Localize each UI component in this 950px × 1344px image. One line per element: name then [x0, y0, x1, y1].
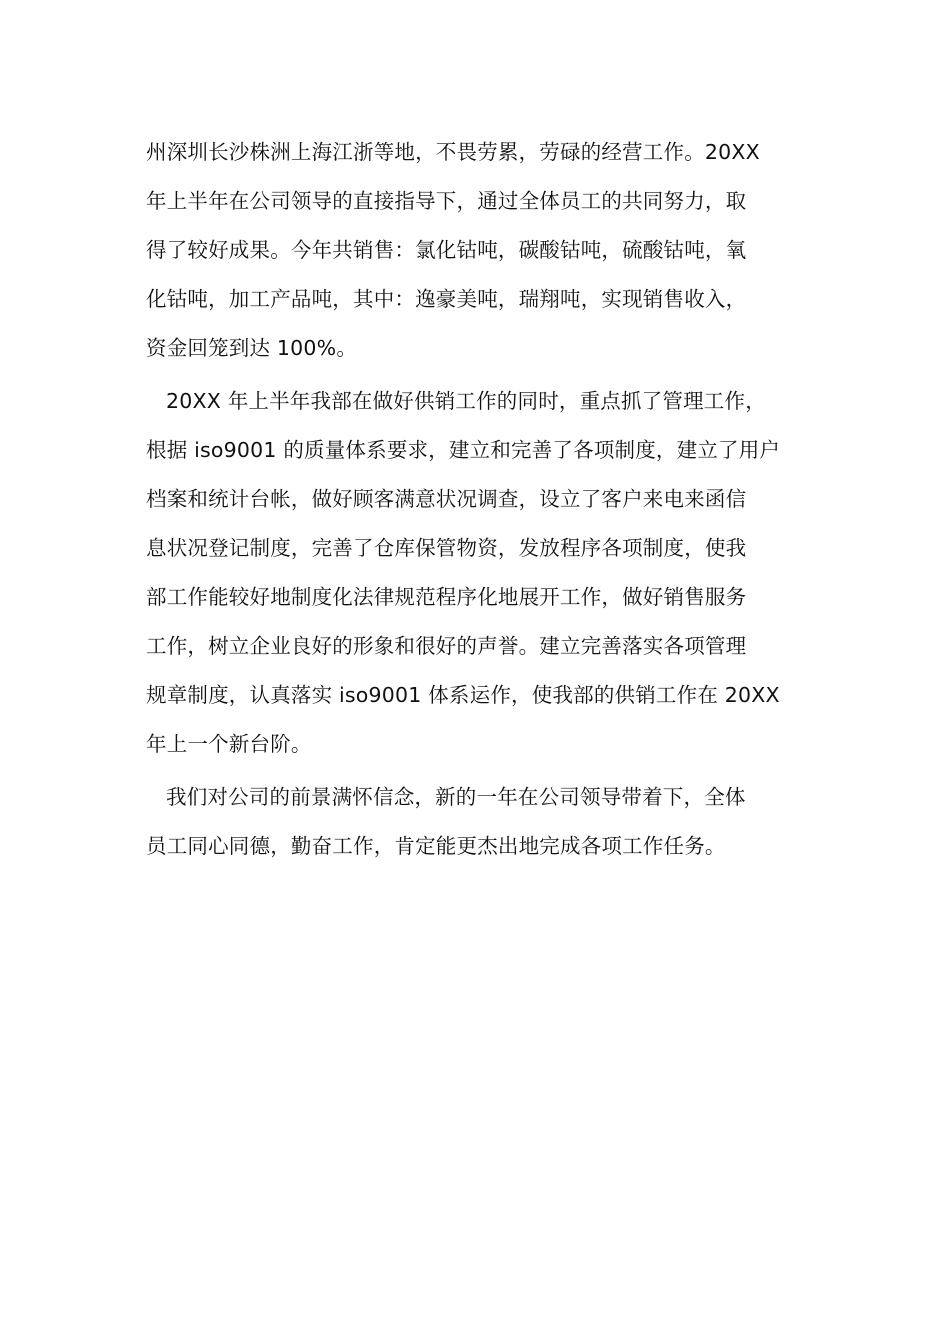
paragraph-3: [146, 773, 806, 871]
paragraph-line: 员工同心同德，勤奋工作，肯定能更杰出地完成各项工作任务。: [146, 834, 726, 858]
paragraph-line: 根据 iso9001 的质量体系要求，建立和完善了各项制度，建立了用户: [146, 438, 781, 462]
paragraph-line: 部工作能较好地制度化法律规范程序化地展开工作，做好销售服务: [146, 585, 747, 609]
paragraph-line: 年上半年在公司领导的直接指导下，通过全体员工的共同努力，取: [146, 189, 747, 213]
paragraph-line: 规章制度，认真落实 iso9001 体系运作，使我部的供销工作在 20XX: [146, 683, 780, 707]
paragraph-line: 州深圳长沙株洲上海江浙等地，不畏劳累，劳碌的经营工作。20XX: [146, 140, 760, 164]
paragraph-line: 得了较好成果。今年共销售：氯化钴吨，碳酸钴吨，硫酸钴吨，氧: [146, 238, 747, 262]
paragraph-line: 化钴吨，加工产品吨，其中：逸豪美吨，瑞翔吨，实现销售收入，: [146, 287, 747, 311]
document-body: [146, 128, 806, 871]
paragraph-line: 我们对公司的前景满怀信念，新的一年在公司领导带着下，全体: [166, 785, 746, 809]
paragraph-line: 年上一个新台阶。: [146, 732, 312, 756]
paragraph-line: 20XX 年上半年我部在做好供销工作的同时，重点抓了管理工作，: [166, 389, 766, 413]
paragraph-2: [146, 377, 806, 769]
paragraph-line: 息状况登记制度，完善了仓库保管物资，发放程序各项制度，使我: [146, 536, 747, 560]
paragraph-line: 资金回笼到达 100%。: [146, 336, 358, 360]
paragraph-1: [146, 128, 806, 373]
paragraph-line: 工作，树立企业良好的形象和很好的声誉。建立完善落实各项管理: [146, 634, 747, 658]
paragraph-line: 档案和统计台帐，做好顾客满意状况调查，设立了客户来电来函信: [146, 487, 747, 511]
